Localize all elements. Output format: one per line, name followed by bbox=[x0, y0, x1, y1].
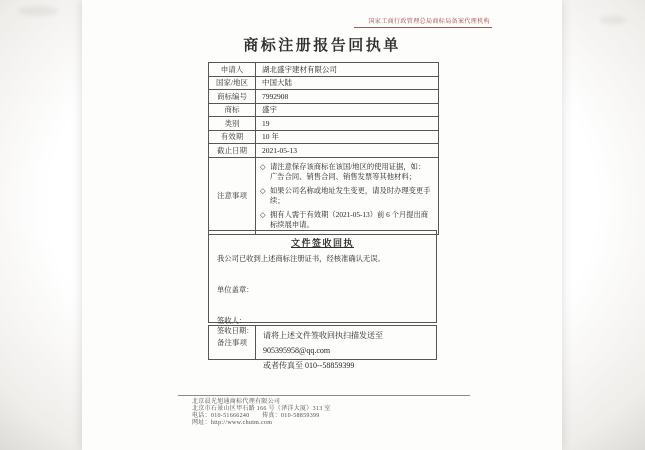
row-value: 2021-05-13 bbox=[262, 145, 297, 155]
note-text: 如果公司名称或地址发生变更，请及时办理变更手续； bbox=[270, 185, 431, 205]
note-item bbox=[260, 210, 432, 231]
note-text: 拥有人需于有效期（2021-05-13）前 6 个月提出商标续展申请。 bbox=[270, 209, 429, 229]
scan-smudge bbox=[18, 6, 58, 16]
footer-company: 北京晨光旭通商标代理有限公司 bbox=[192, 399, 281, 405]
row-label: 截止日期 bbox=[209, 144, 256, 157]
document-page bbox=[82, 0, 562, 450]
remark-content bbox=[256, 326, 436, 370]
row-value: 中国大陆 bbox=[262, 78, 292, 88]
table-row bbox=[209, 90, 438, 104]
table-row bbox=[209, 77, 438, 91]
row-label: 申请人 bbox=[209, 63, 256, 76]
table-row bbox=[209, 63, 438, 77]
row-value: 湖北盛宇建材有限公司 bbox=[262, 64, 337, 74]
remark-line-fax: 或者传真至 010--58859399 bbox=[263, 361, 355, 370]
footer-phone-fax: 电话：010-51666240 传真：010-58859399 bbox=[192, 413, 320, 419]
row-value: 7992908 bbox=[262, 91, 289, 101]
note-text: 请注意保存该商标在该国/地区的使用证据，如：广告合同、销售合同、销售发票等其他材料； bbox=[270, 161, 426, 181]
signer-label: 签收人： bbox=[217, 316, 247, 325]
agency-record-note: 国家工商行政管理总局商标局备案代理机构 bbox=[354, 16, 492, 28]
table-row bbox=[209, 117, 438, 131]
note-item bbox=[260, 162, 432, 183]
trademark-info-table bbox=[208, 62, 439, 235]
row-label: 商标编号 bbox=[209, 90, 256, 103]
remark-label: 备注事项 bbox=[209, 326, 256, 359]
sign-date-label: 签收日期： bbox=[217, 326, 254, 335]
remark-line-email: 请将上述文件签收回执扫描发送至 905395958@qq.com bbox=[263, 331, 383, 355]
receipt-statement: 我公司已收到上述商标注册证书，经核准确认无误。 bbox=[217, 254, 385, 263]
row-label: 有效期 bbox=[209, 131, 256, 144]
diamond-bullet-icon: ◇ bbox=[260, 209, 266, 219]
table-row bbox=[209, 144, 438, 158]
notes-label: 注意事项 bbox=[209, 158, 256, 234]
company-stamp-label: 单位盖章： bbox=[217, 285, 254, 294]
table-row bbox=[209, 104, 438, 118]
diamond-bullet-icon: ◇ bbox=[260, 185, 266, 195]
notes-content bbox=[256, 158, 438, 234]
row-value: 10 年 bbox=[262, 132, 279, 142]
receipt-title: 文件签收回执 bbox=[290, 238, 354, 248]
footer-website: 网址：http://www.chutm.com bbox=[192, 420, 273, 426]
page-title: 商标注册报告回执单 bbox=[243, 38, 401, 54]
row-label: 商标 bbox=[209, 104, 256, 117]
notes-row bbox=[209, 158, 438, 234]
table-row bbox=[209, 131, 438, 145]
scan-smudge bbox=[600, 16, 626, 24]
agency-footer bbox=[178, 395, 470, 427]
row-value: 盛宇 bbox=[262, 105, 277, 115]
receipt-acknowledgement-box bbox=[208, 230, 437, 335]
row-label: 类别 bbox=[209, 117, 256, 130]
footer-address: 北京市石景山区甲石路 166 号（泽洋大厦）313 室 bbox=[192, 406, 331, 412]
diamond-bullet-icon: ◇ bbox=[260, 161, 266, 171]
row-value: 19 bbox=[262, 118, 270, 128]
note-item bbox=[260, 186, 432, 207]
remark-row bbox=[208, 325, 437, 370]
row-label: 国家/地区 bbox=[209, 77, 256, 90]
